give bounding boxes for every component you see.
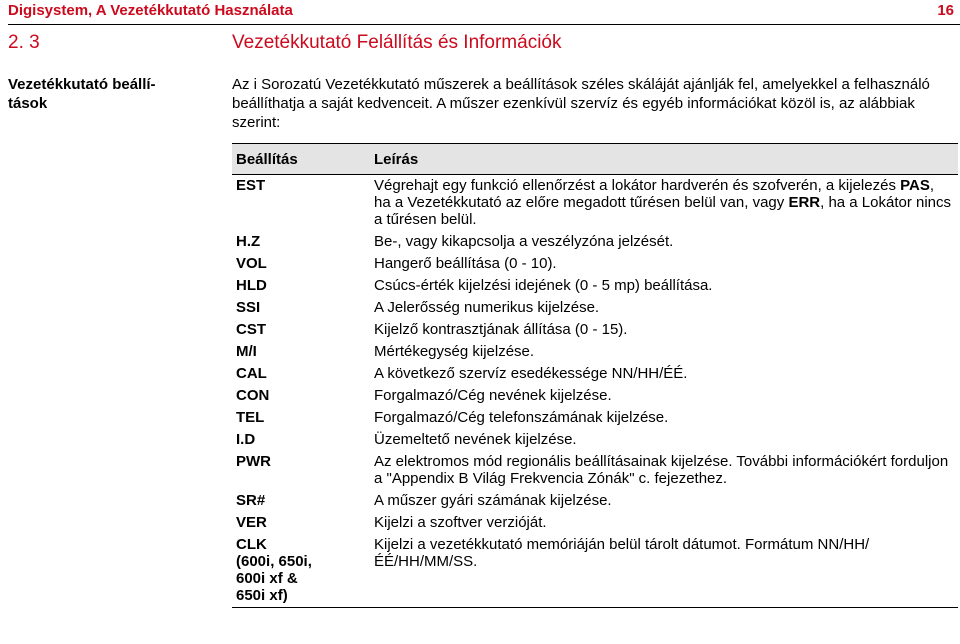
description-text: A műszer gyári számának kijelzése. xyxy=(374,492,612,509)
setting-description xyxy=(365,175,958,232)
description-text: Végrehajt egy funkció ellenőrzést a lokátor hardverén és szofverén, a kijelezés xyxy=(374,177,901,194)
setting-key: CST xyxy=(236,321,266,338)
settings-table-body xyxy=(232,175,958,608)
table-row xyxy=(232,385,958,407)
table-row xyxy=(232,275,958,297)
setting-description xyxy=(365,534,958,608)
column-header-setting: Beállítás xyxy=(232,144,365,175)
setting-description xyxy=(365,385,958,407)
description-text: Forgalmazó/Cég telefonszámának kijelzése. xyxy=(374,409,669,426)
setting-key: CAL xyxy=(236,365,267,382)
setting-description xyxy=(365,512,958,534)
table-row xyxy=(232,319,958,341)
setting-key: H.Z xyxy=(236,233,261,250)
page-number: 16 xyxy=(937,2,954,19)
setting-key: VOL xyxy=(236,255,267,272)
table-row xyxy=(232,407,958,429)
column-header-description: Leírás xyxy=(365,144,958,175)
setting-key: SR# xyxy=(236,492,266,509)
section-title: Vezetékkutató Felállítás és Információk xyxy=(232,32,562,53)
description-text: A Jelerősség numerikus kijelzése. xyxy=(374,299,600,316)
setting-key: TEL xyxy=(236,409,265,426)
setting-key: M/I xyxy=(236,343,257,360)
description-text: Mértékegység kijelzése. xyxy=(374,343,535,360)
description-text: Csúcs-érték kijelzési idejének (0 - 5 mp) beállítása. xyxy=(374,277,713,294)
section-number: 2. 3 xyxy=(8,32,40,53)
table-row xyxy=(232,490,958,512)
setting-description xyxy=(365,451,958,490)
setting-key: CON xyxy=(236,387,270,404)
side-label-text: Vezetékkutató beállí- tások xyxy=(8,76,156,112)
setting-description xyxy=(365,407,958,429)
description-text: Forgalmazó/Cég nevének kijelzése. xyxy=(374,387,612,404)
description-text: , ha a Vezetékkutató az előre megadott tűrésen belül van, vagy xyxy=(374,177,935,211)
page-header xyxy=(8,0,960,25)
intro-paragraph: Az i Sorozatú Vezetékkutató műszerek a beállítások széles skáláját ajánlják fel, amelyekkel a felhasználó beállíthatja a saját kedvenceit. A műszer ezenkívül szervíz és egyéb információkat közöl is, az alábbiak szerint: xyxy=(232,76,930,131)
table-row xyxy=(232,512,958,534)
setting-description xyxy=(365,490,958,512)
setting-description xyxy=(365,297,958,319)
document-title: Digisystem, A Vezetékkutató Használata xyxy=(8,2,293,19)
description-text: Hangerő beállítása (0 - 10). xyxy=(374,255,557,272)
setting-key: CLK (600i, 650i, 600i xf & 650i xf) xyxy=(232,534,365,608)
table-row xyxy=(232,175,958,232)
table-header-row xyxy=(232,144,958,175)
description-text: Üzemeltető nevének kijelzése. xyxy=(374,431,577,448)
setting-key: HLD xyxy=(236,277,267,294)
table-row xyxy=(232,231,958,253)
description-text: Be-, vagy kikapcsolja a veszélyzóna jelzését. xyxy=(374,233,674,250)
setting-description xyxy=(365,341,958,363)
setting-description xyxy=(365,275,958,297)
table-row xyxy=(232,297,958,319)
description-text: , ha a Lokátor nincs a tűrésen belül. xyxy=(374,194,952,228)
setting-description xyxy=(365,319,958,341)
table-row xyxy=(232,451,958,490)
table-row xyxy=(232,341,958,363)
side-label xyxy=(8,75,188,113)
settings-table xyxy=(232,143,958,608)
keyword: PAS xyxy=(900,177,930,194)
setting-key: I.D xyxy=(236,431,256,448)
setting-description xyxy=(365,231,958,253)
setting-key: PWR xyxy=(236,453,271,470)
table-row xyxy=(232,253,958,275)
setting-description xyxy=(365,429,958,451)
description-text: Kijelzi a vezetékkutató memóriáján belül tárolt dátumot. Formátum NN/HH/ÉÉ/HH/MM/SS. xyxy=(374,536,870,570)
setting-key: SSI xyxy=(236,299,261,316)
description-text: Kijelzi a szoftver verzióját. xyxy=(374,514,547,531)
setting-description xyxy=(365,253,958,275)
setting-description xyxy=(365,363,958,385)
setting-key: VER xyxy=(236,514,267,531)
description-text: A következő szervíz esedékessége NN/HH/ÉÉ. xyxy=(374,365,688,382)
table-row xyxy=(232,534,958,608)
setting-key: EST xyxy=(236,177,266,194)
table-row xyxy=(232,429,958,451)
keyword: ERR xyxy=(788,194,821,211)
description-text: Kijelző kontrasztjának állítása (0 - 15). xyxy=(374,321,628,338)
description-text: Az elektromos mód regionális beállításainak kijelzése. További információkért forduljon a "Appendix B Világ Frekvencia Zónák" c. fejezethez. xyxy=(374,453,949,487)
table-row xyxy=(232,363,958,385)
